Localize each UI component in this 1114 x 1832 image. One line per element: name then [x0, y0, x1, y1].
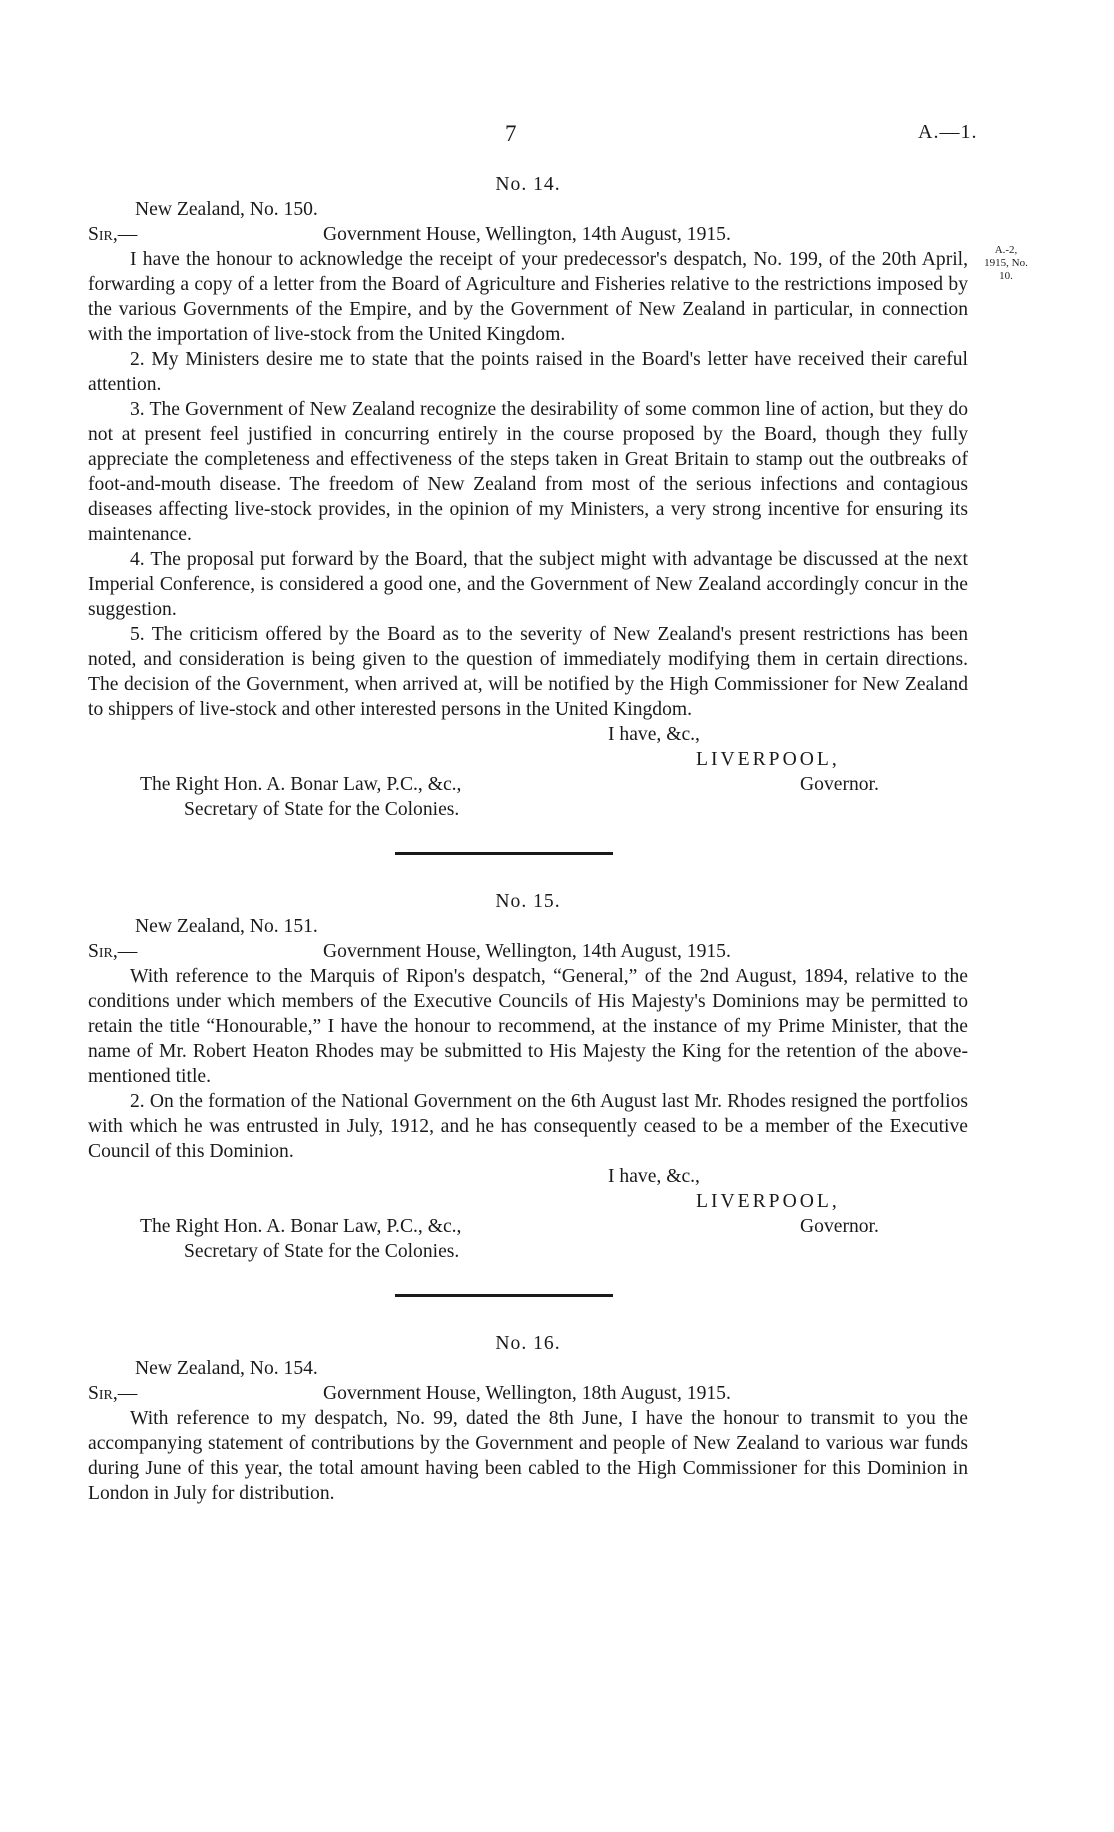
salutation-line [88, 939, 968, 964]
despatch-number: No. 16. [495, 1333, 561, 1354]
addressee-office: Secretary of State for the Colonies. [184, 799, 460, 820]
addressee-office: Secretary of State for the Colonies. [184, 1241, 460, 1262]
paragraph: I have the honour to acknowledge the receipt of your predecessor's despatch, No. 199, of the 20th April, forwarding a copy of a letter from the Board of Agriculture and Fisheries relative to the restrictions imposed by the various Governments of the Empire, and by the Government of New Zealand in particular, in connection with the importation of live-stock from the United Kingdom. [88, 249, 968, 345]
paragraph: With reference to the Marquis of Ripon's despatch, “General,” of the 2nd August, 1894, relative to the conditions under which members of the Executive Councils of His Majesty's Dominions may be permitted to retain the title “Honourable,” I have the honour to recommend, at the instance of my Prime Minister, that the name of Mr. Robert Heaton Rhodes may be submitted to His Majesty the King for the retention of the above-mentioned title. [88, 966, 968, 1087]
paragraph: 2. My Ministers desire me to state that the points raised in the Board's letter have received their careful attention. [88, 349, 968, 395]
paragraph: 4. The proposal put forward by the Board, that the subject might with advantage be discussed at the next Imperial Conference, is considered a good one, and the Government of New Zealand accordingly concur in the suggestion. [88, 549, 968, 620]
margin-note: A.-2, 1915, No. 10. [984, 244, 1028, 282]
series-reference: A.—1. [918, 121, 978, 143]
section-divider [395, 852, 613, 855]
nz-reference: New Zealand, No. 150. [135, 199, 318, 220]
sender-address: Government House, Wellington, 14th August, 1915. [323, 941, 731, 962]
despatch-number: No. 15. [495, 891, 561, 912]
signoff [88, 722, 968, 772]
salutation-line [88, 222, 968, 247]
addressee-name: The Right Hon. A. Bonar Law, P.C., &c., [140, 1216, 462, 1237]
addressee [88, 1214, 968, 1264]
signatory-title: Governor. [800, 1216, 879, 1237]
salutation: Sir,— [88, 224, 138, 245]
paragraph: 2. On the formation of the National Government on the 6th August last Mr. Rhodes resigned the portfolios with which he was entrusted in July, 1912, and he has consequently ceased to be a member of the Executive Council of this Dominion. [88, 1091, 968, 1162]
despatch-14 [88, 172, 1028, 822]
document-body [88, 172, 1028, 1506]
closing: I have, &c., [608, 1166, 700, 1187]
despatch-number: No. 14. [495, 174, 561, 195]
section-divider [395, 1294, 613, 1297]
sender-address: Government House, Wellington, 14th August, 1915. [323, 224, 731, 245]
signoff [88, 1164, 968, 1214]
despatch-16 [88, 1331, 968, 1506]
salutation-line [88, 1381, 968, 1406]
page-number: 7 [505, 121, 517, 146]
despatch-15 [88, 889, 968, 1264]
paragraph: With reference to my despatch, No. 99, dated the 8th June, I have the honour to transmit to you the accompanying statement of contributions by the Government and people of New Zealand to various war funds during June of this year, the total amount having been cabled to the High Commissioner for this Dominion in London in July for distribution. [88, 1408, 968, 1504]
paragraph: 3. The Government of New Zealand recognize the desirability of some common line of action, but they do not at present feel justified in concurring entirely in the course proposed by the Board, though they fully appreciate the completeness and effectiveness of the steps taken in Great Britain to stamp out the outbreaks of foot-and-mouth disease. The freedom of New Zealand from most of the serious infections and contagious diseases affecting live-stock provides, in the opinion of my Ministers, a very strong incentive for ensuring its maintenance. [88, 399, 968, 545]
addressee [88, 772, 968, 822]
signature: LIVERPOOL, [696, 1191, 840, 1212]
addressee-name: The Right Hon. A. Bonar Law, P.C., &c., [140, 774, 462, 795]
paragraph: 5. The criticism offered by the Board as to the severity of New Zealand's present restrictions has been noted, and consideration is being given to the question of immediately modifying them in certain directions. The decision of the Government, when arrived at, will be notified by the High Commissioner for New Zealand to shippers of live-stock and other interested persons in the United Kingdom. [88, 624, 968, 720]
signature: LIVERPOOL, [696, 749, 840, 770]
sender-address: Government House, Wellington, 18th August, 1915. [323, 1383, 731, 1404]
closing: I have, &c., [608, 724, 700, 745]
salutation: Sir,— [88, 941, 138, 962]
salutation: Sir,— [88, 1383, 138, 1404]
nz-reference: New Zealand, No. 154. [135, 1358, 318, 1379]
nz-reference: New Zealand, No. 151. [135, 916, 318, 937]
signatory-title: Governor. [800, 774, 879, 795]
